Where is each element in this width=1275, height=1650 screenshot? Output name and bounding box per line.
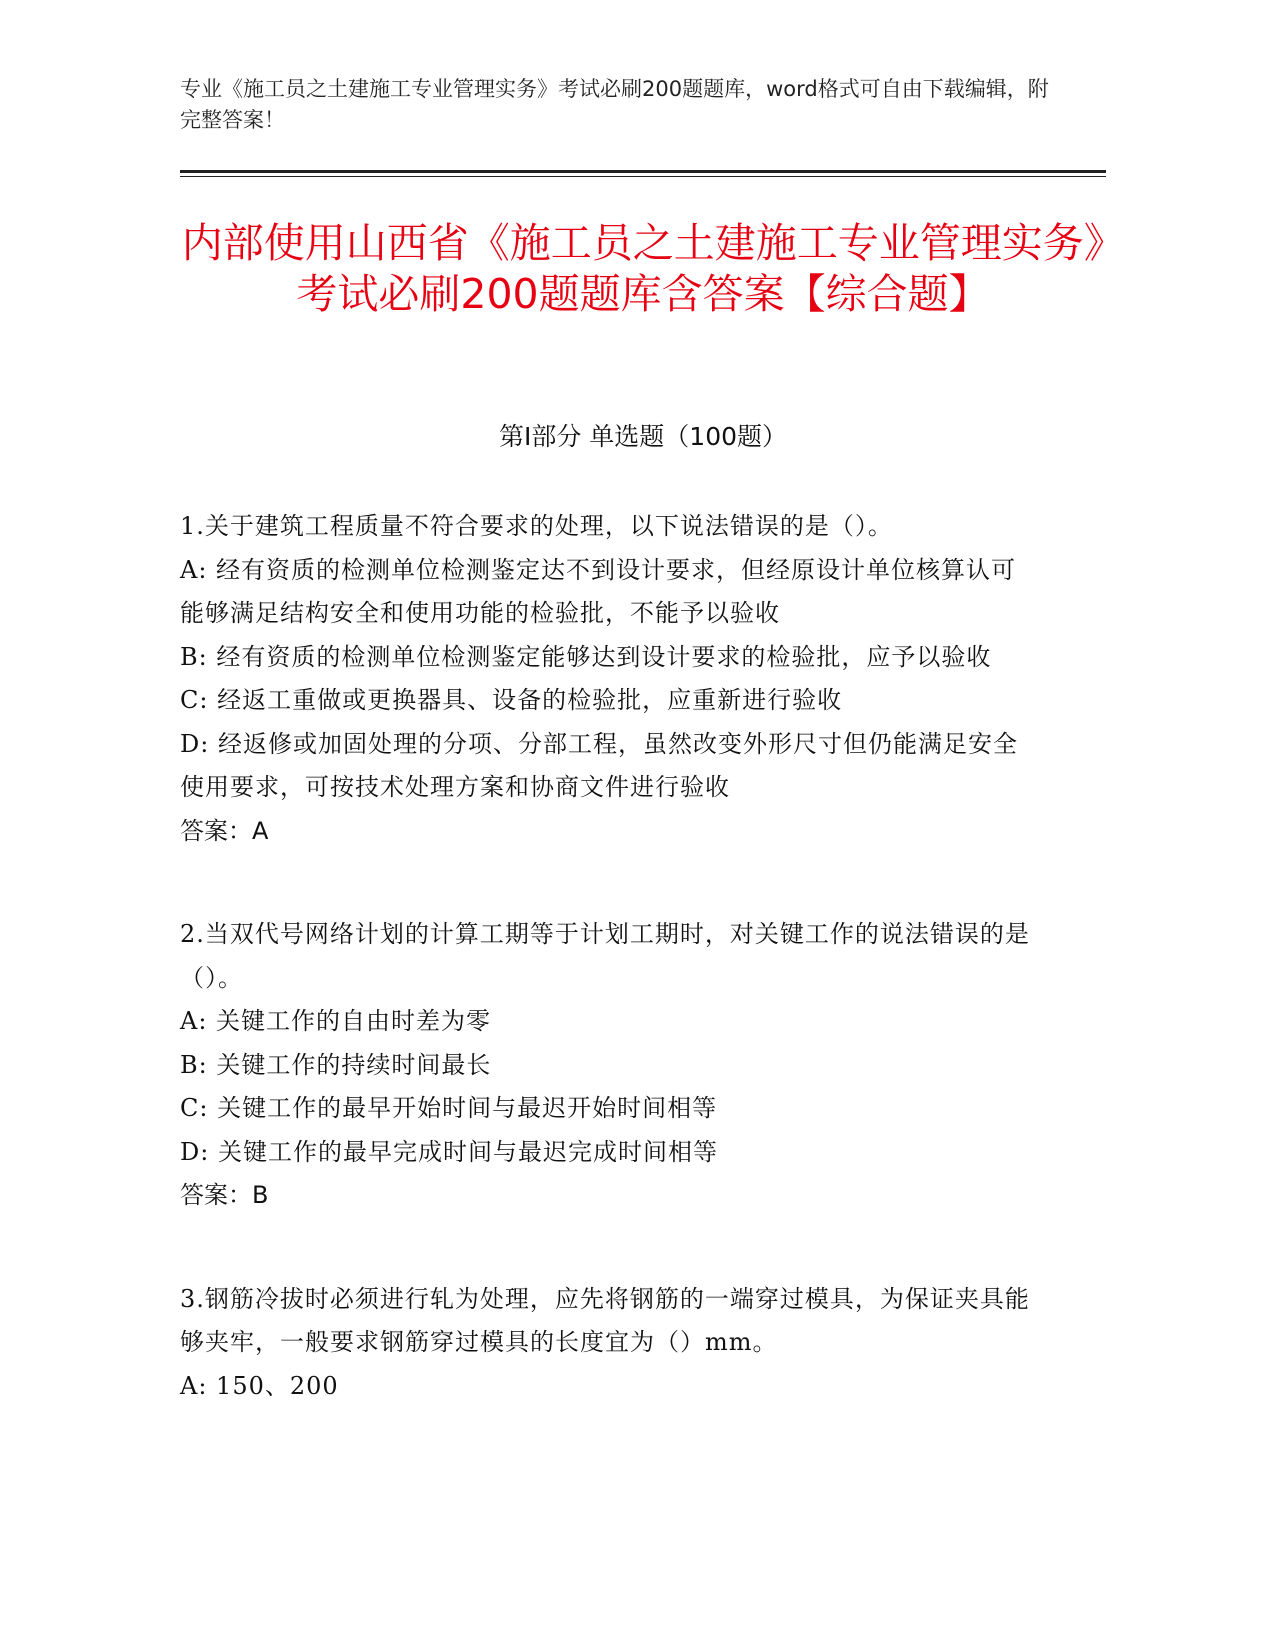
header-divider-thick (180, 170, 1106, 173)
option-a: A: 关键工作的自由时差为零 (180, 1007, 492, 1035)
option-b: B: 关键工作的持续时间最长 (180, 1050, 492, 1079)
answer: 答案：B (180, 1181, 269, 1209)
option-a: A: 经有资质的检测单位检测鉴定达不到设计要求，但经原设计单位核算认可能够满足结构安全和使用功能的检验批，不能予以验收 (180, 555, 1017, 627)
header-note: 专业《施工员之土建施工专业管理实务》考试必刷200题题库，word格式可自由下载编辑，附完整答案！ (180, 77, 1049, 132)
option-c: C: 关键工作的最早开始时间与最迟开始时间相等 (180, 1094, 718, 1122)
option-b: B: 经有资质的检测单位检测鉴定能够达到设计要求的检验批，应予以验收 (180, 642, 992, 671)
header-divider-thin (180, 176, 1106, 177)
option-a: A: 150、200 (180, 1371, 339, 1400)
answer: 答案：A (180, 816, 269, 845)
question-3 (180, 1278, 1040, 1409)
question-stem: 1.关于建筑工程质量不符合要求的处理，以下说法错误的是（）。 (180, 512, 893, 540)
document-title: 内部使用山西省《施工员之土建施工专业管理实务》考试必刷200题题库含答案【综合题】 (181, 219, 1105, 318)
option-d: D: 关键工作的最早完成时间与最迟完成时间相等 (180, 1137, 718, 1166)
question-2 (180, 913, 1040, 1218)
option-c: C: 经返工重做或更换器具、设备的检验批，应重新进行验收 (180, 686, 843, 714)
question-stem: 3.钢筋冷拔时必须进行轧为处理，应先将钢筋的一端穿过模具，为保证夹具能够夹牢，一般要求钢筋穿过模具的长度宜为（）mm。 (180, 1284, 1030, 1356)
section-heading: 第I部分 单选题（100题） (498, 422, 788, 451)
question-stem: 2.当双代号网络计划的计算工期等于计划工期时，对关键工作的说法错误的是（）。 (180, 920, 1030, 992)
question-list (180, 505, 1040, 1468)
option-d: D: 经返修或加固处理的分项、分部工程，虽然改变外形尺寸但仍能满足安全使用要求，可按技术处理方案和协商文件进行验收 (180, 729, 1018, 801)
question-1 (180, 505, 1040, 853)
